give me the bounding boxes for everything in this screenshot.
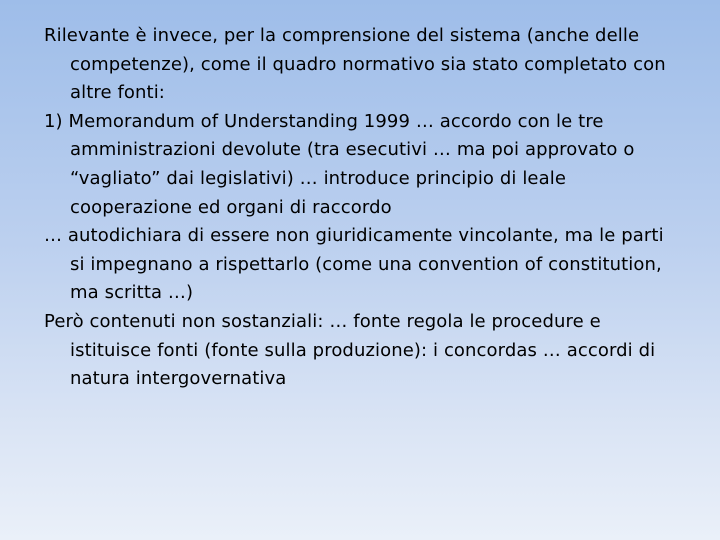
paragraph-non-binding: … autodichiara di essere non giuridicamente vincolante, ma le parti si impegnano a rispettarlo (come una convention of constitution, ma scritta …) [44,225,664,304]
paragraph-contents: Però contenuti non sostanziali: … fonte regola le procedure e istituisce fonti (fonte sulla produzione): i concordas … accordi di natura intergovernativa [44,310,656,390]
paragraph-intro: Rilevante è invece, per la comprensione del sistema (anche delle competenze), come il quadro normativo sia stato completato con altre fonti: [44,25,666,104]
slide-text-body [44,22,684,394]
paragraph-memorandum: 1) Memorandum of Understanding 1999 … accordo con le tre amministrazioni devolute (tra esecutivi … ma poi approvato o “vagliato” dai legislativi) … introduce principio di leale cooperazione ed organi di raccordo [44,110,635,218]
